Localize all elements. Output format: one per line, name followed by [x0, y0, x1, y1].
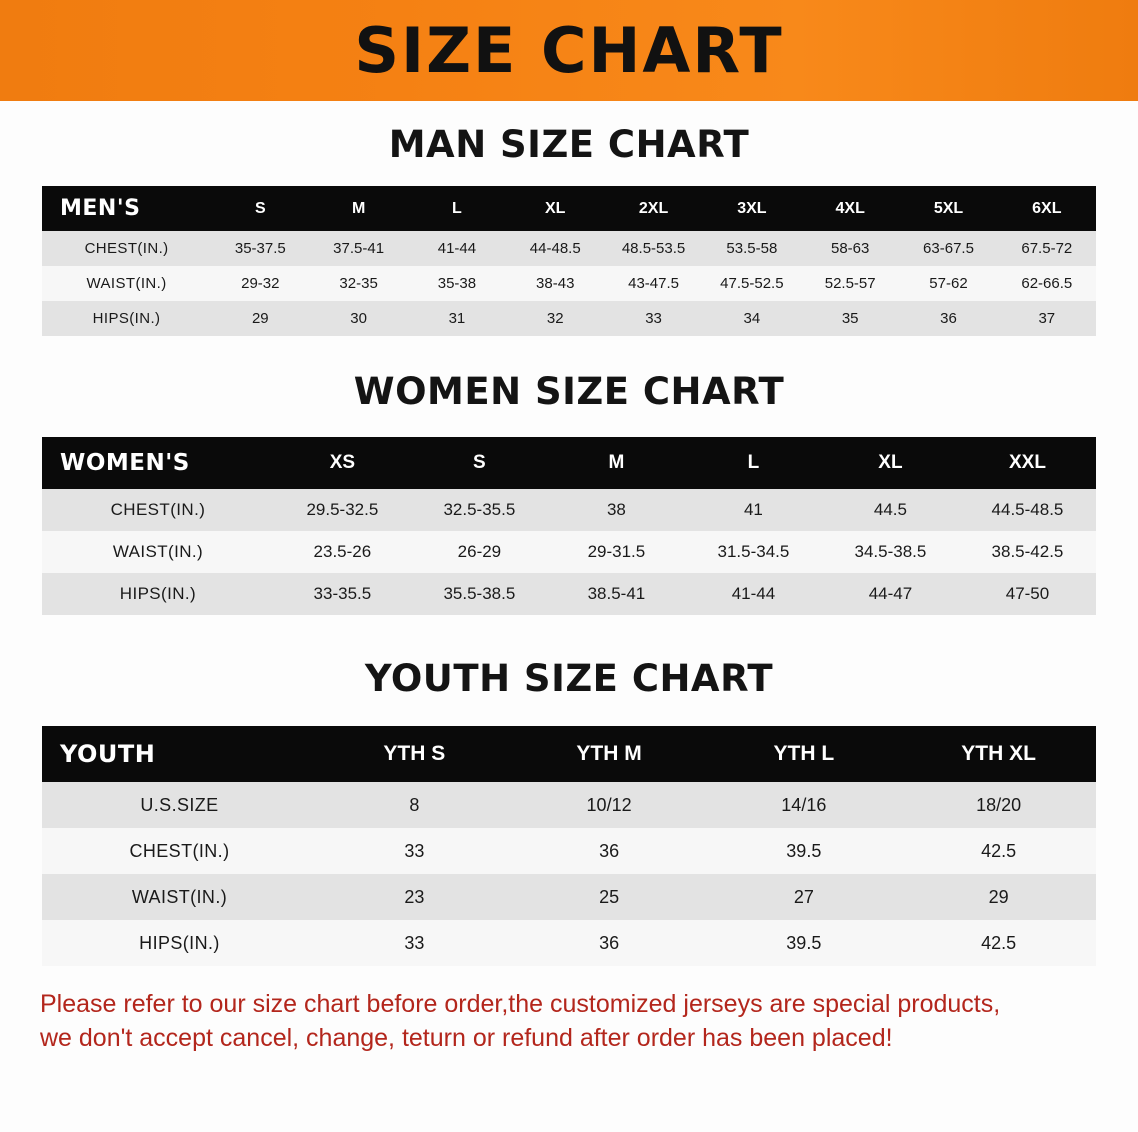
table-row: [42, 920, 1096, 966]
table-row: [42, 301, 1096, 336]
table-cell: 8: [409, 794, 420, 815]
table-cell: 35-38: [437, 275, 477, 292]
table-cell: 39.5: [786, 840, 822, 861]
table-cell: 31: [448, 310, 466, 327]
table-cell: 36: [940, 310, 957, 327]
table-cell: 23.5-26: [313, 542, 372, 561]
column-header: 2XL: [638, 199, 669, 217]
table-cell: 31.5-34.5: [717, 542, 790, 561]
table-cell: 33-35.5: [313, 584, 372, 603]
table-cell: 47-50: [1005, 584, 1050, 603]
table-cell: 29-32: [241, 275, 280, 292]
column-header: YTH S: [383, 742, 446, 765]
table-cell: 26-29: [457, 542, 502, 561]
women-section-title: WOMEN SIZE CHART: [353, 370, 785, 413]
table-cell: 35: [841, 310, 859, 327]
table-cell: 41-44: [437, 240, 477, 257]
column-header: M: [351, 199, 366, 217]
table-header-row: [42, 437, 1096, 489]
table-cell: 41: [743, 500, 763, 519]
table-cell: 34: [743, 310, 761, 327]
women-table-wrap: [0, 437, 1138, 615]
table-cell: 14/16: [781, 794, 827, 815]
table-cell: 41-44: [731, 584, 776, 603]
row-label: U.S.SIZE: [140, 794, 219, 815]
table-cell: 29: [251, 310, 269, 327]
table-row: [42, 874, 1096, 920]
row-label: WAIST(IN.): [112, 542, 204, 561]
table-row: [42, 782, 1096, 828]
table-cell: 62-66.5: [1021, 275, 1073, 292]
table-cell: 44-47: [868, 584, 913, 603]
row-label: WAIST(IN.): [86, 275, 167, 292]
table-row: [42, 489, 1096, 531]
row-label: HIPS(IN.): [92, 310, 161, 327]
table-cell: 34.5-38.5: [854, 542, 927, 561]
table-cell: 37: [1038, 310, 1056, 327]
youth-table-wrap: [0, 726, 1138, 966]
row-label: WAIST(IN.): [131, 886, 228, 907]
table-cell: 39.5: [786, 932, 822, 953]
table-cell: 33: [404, 840, 425, 861]
column-header: WOMEN'S: [60, 450, 190, 476]
table-cell: 52.5-57: [824, 275, 876, 292]
table-cell: 35.5-38.5: [443, 584, 516, 603]
column-header: L: [452, 199, 462, 217]
table-cell: 47.5-52.5: [720, 275, 784, 292]
women-size-table: [42, 437, 1096, 615]
column-header: MEN'S: [60, 196, 141, 221]
table-cell: 58-63: [830, 240, 870, 257]
table-cell: 36: [599, 932, 620, 953]
table-cell: 57-62: [929, 275, 968, 292]
footer-note: [0, 988, 1138, 1056]
column-header: YTH L: [773, 742, 835, 765]
table-cell: 63-67.5: [923, 240, 974, 257]
page-title: SIZE CHART: [354, 13, 784, 87]
table-cell: 27: [793, 886, 814, 907]
column-header: 3XL: [737, 199, 767, 217]
column-header: XS: [329, 452, 356, 473]
column-header: 6XL: [1032, 199, 1062, 217]
table-cell: 42.5: [981, 932, 1017, 953]
table-row: [42, 828, 1096, 874]
banner: [0, 0, 1138, 101]
table-cell: 29.5-32.5: [306, 500, 379, 519]
table-cell: 30: [350, 310, 367, 327]
row-label: CHEST(IN.): [84, 240, 169, 257]
table-cell: 18/20: [976, 794, 1022, 815]
table-cell: 42.5: [981, 840, 1017, 861]
row-label: CHEST(IN.): [129, 840, 230, 861]
table-cell: 33: [404, 932, 425, 953]
table-cell: 38.5-42.5: [991, 542, 1064, 561]
table-cell: 44.5: [873, 500, 907, 519]
table-cell: 48.5-53.5: [621, 240, 686, 257]
man-section-title: MAN SIZE CHART: [388, 123, 750, 166]
table-row: [42, 573, 1096, 615]
row-label: HIPS(IN.): [139, 932, 220, 953]
column-header: YTH XL: [961, 742, 1036, 765]
table-cell: 29: [988, 886, 1009, 907]
column-header: M: [608, 452, 625, 473]
column-header: S: [254, 199, 266, 217]
table-row: [42, 266, 1096, 301]
youth-section-title: YOUTH SIZE CHART: [364, 657, 774, 700]
table-cell: 23: [404, 886, 425, 907]
table-cell: 32-35: [339, 275, 378, 292]
table-cell: 38: [606, 500, 626, 519]
table-cell: 38-43: [536, 275, 575, 292]
table-header-row: [42, 726, 1096, 782]
column-header: YOUTH: [60, 740, 156, 768]
table-cell: 35-37.5: [234, 240, 286, 257]
man-size-table: [42, 186, 1096, 336]
table-cell: 36: [599, 840, 620, 861]
column-header: 4XL: [835, 199, 865, 217]
row-label: CHEST(IN.): [110, 500, 206, 519]
table-cell: 33: [645, 310, 662, 327]
column-header: YTH M: [576, 742, 642, 765]
table-cell: 32.5-35.5: [443, 500, 516, 519]
youth-size-table: [42, 726, 1096, 966]
column-header: S: [473, 452, 486, 473]
table-cell: 44.5-48.5: [991, 500, 1064, 519]
table-cell: 43-47.5: [628, 275, 679, 292]
table-cell: 67.5-72: [1021, 240, 1073, 257]
table-header-row: [42, 186, 1096, 231]
column-header: XL: [545, 199, 566, 217]
footer-note-line-2: we don't accept cancel, change, teturn or refund after order has been placed!: [40, 1023, 893, 1052]
table-cell: 38.5-41: [587, 584, 646, 603]
column-header: XXL: [1009, 452, 1046, 473]
column-header: 5XL: [933, 199, 964, 217]
table-row: [42, 531, 1096, 573]
table-row: [42, 231, 1096, 266]
footer-note-line-1: Please refer to our size chart before order,the customized jerseys are special products,: [40, 990, 1001, 1018]
row-label: HIPS(IN.): [119, 584, 197, 603]
table-cell: 29-31.5: [587, 542, 646, 561]
table-cell: 44-48.5: [529, 240, 581, 257]
column-header: L: [747, 452, 760, 473]
table-cell: 32: [546, 310, 564, 327]
column-header: XL: [878, 452, 903, 473]
table-cell: 25: [599, 886, 620, 907]
table-cell: 37.5-41: [333, 240, 385, 257]
table-cell: 10/12: [586, 794, 632, 815]
table-cell: 53.5-58: [726, 240, 778, 257]
man-table-wrap: [0, 186, 1138, 336]
